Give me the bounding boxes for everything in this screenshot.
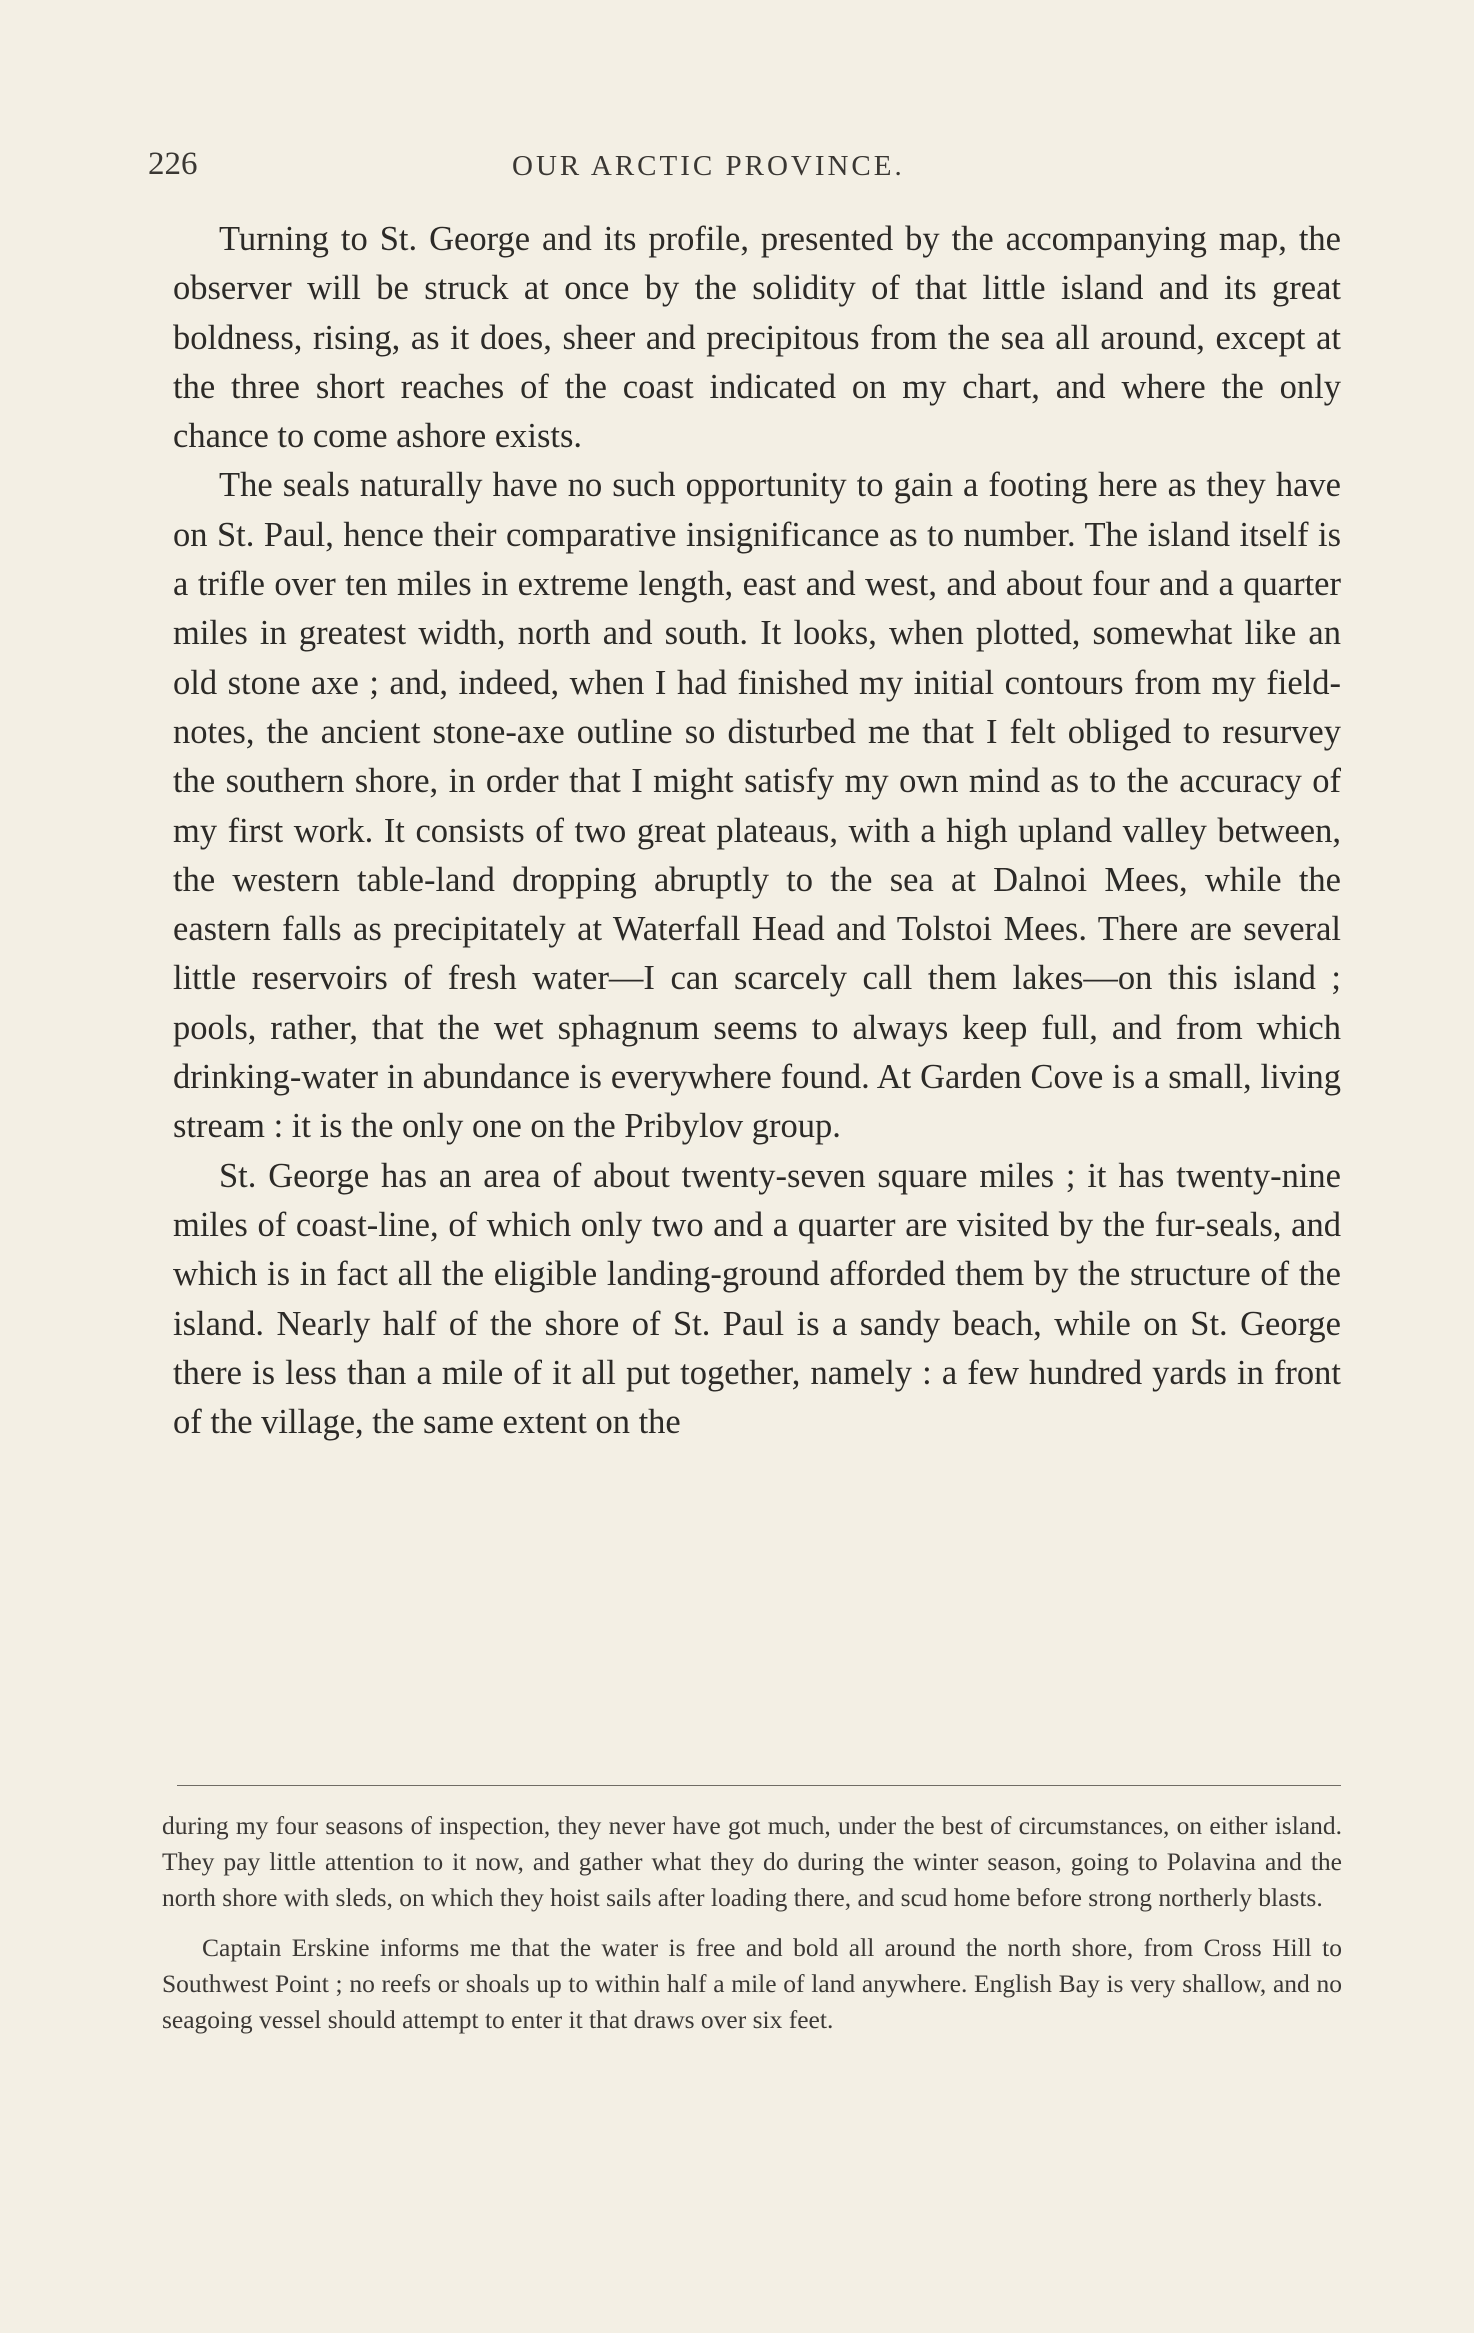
footnote-divider	[177, 1785, 1341, 1786]
footnote: Captain Erskine informs me that the water is free and bold all around the north shore, from Cross Hill to Southwest Point ; no reefs or shoals up to within half a mile of land anywhere. English Bay is very shallow, and no seagoing vessel should attempt to enter it that draws over six feet.	[162, 1933, 1342, 2034]
running-head	[0, 140, 1474, 200]
running-title: OUR ARCTIC PROVINCE.	[512, 150, 905, 182]
footnotes	[162, 1808, 1342, 2052]
paragraph: St. George has an area of about twenty-seven square miles ; it has twenty-nine miles of coast-line, of which only two and a quarter are visited by the fur-seals, and which is in fact all the eligible landing-ground afforded them by the structure of the island. Nearly half of the shore of St. Paul is a sandy beach, while on St. George there is less than a mile of it all put together, namely : a few hundred yards in front of the village, the same extent on the	[173, 1156, 1341, 1442]
paragraph: Turning to St. George and its profile, presented by the accompanying map, the observer will be struck at once by the solidity of that little island and its great boldness, rising, as it does, sheer and precipitous from the sea all around, except at the three short reaches of the coast indicated on my chart, and where the only chance to come ashore exists.	[173, 220, 1341, 456]
paragraph: The seals naturally have no such opportunity to gain a footing here as they have on St. Paul, hence their comparative insignificance as to number. The island itself is a trifle over ten miles in extreme length, east and west, and about four and a quarter miles in greatest width, north and south. It looks, when plotted, somewhat like an old stone axe ; and, indeed, when I had finished my initial contours from my field-notes, the ancient stone-axe outline so disturbed me that I felt obliged to resurvey the southern shore, in order that I might satisfy my own mind as to the accuracy of my first work. It consists of two great plateaus, with a high upland valley between, the western table-land dropping abruptly to the sea at Dalnoi Mees, while the eastern falls as precipitately at Waterfall Head and Tolstoi Mees. There are several little reservoirs of fresh water—I can scarcely call them lakes—on this island ; pools, rather, that the wet sphagnum seems to always keep full, and from which drinking-water in abundance is everywhere found. At Garden Cove is a small, living stream : it is the only one on the Pribylov group.	[173, 466, 1341, 1146]
body-text	[173, 215, 1341, 1447]
page-number: 226	[148, 146, 198, 182]
footnote: during my four seasons of inspection, they never have got much, under the best of circumstances, on either island. They pay little attention to it now, and gather what they do during the winter season, going to Polavina and the north shore with sleds, on which they hoist sails after loading there, and scud home before strong northerly blasts.	[162, 1811, 1342, 1912]
